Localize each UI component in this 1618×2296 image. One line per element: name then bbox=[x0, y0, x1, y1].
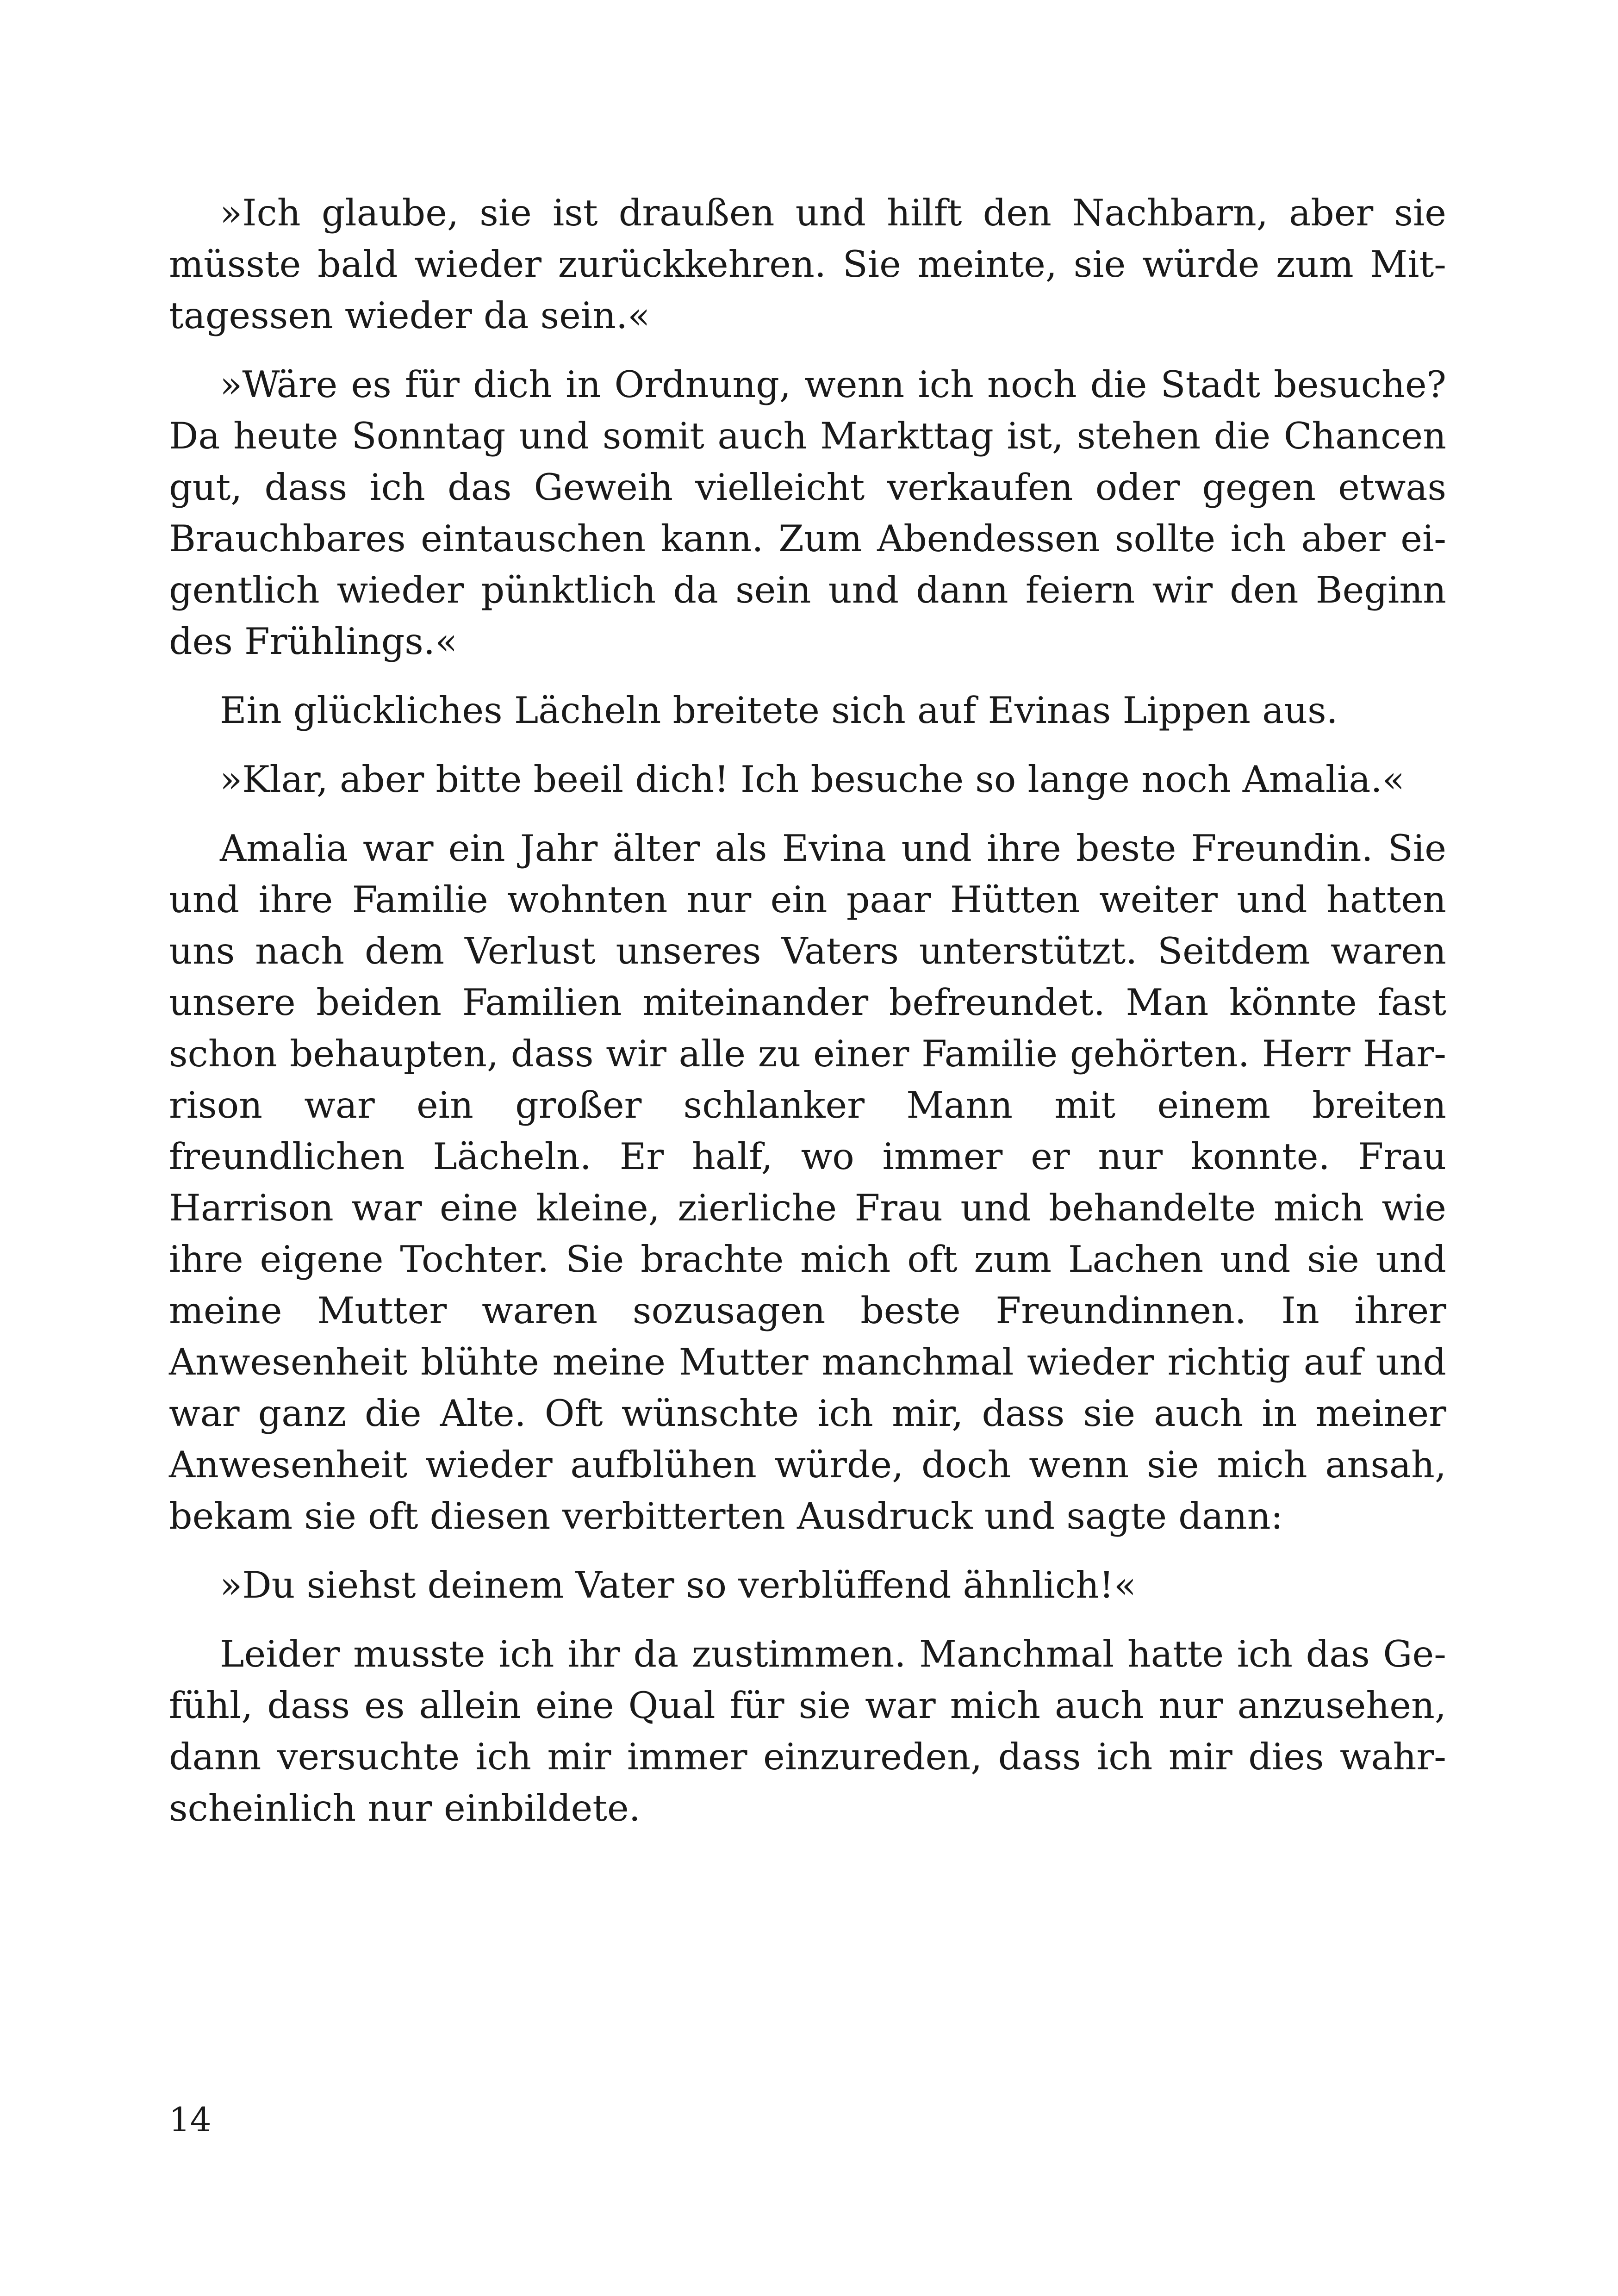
page-number: 14 bbox=[169, 2100, 212, 2139]
paragraph-6: »Du siehst deinem Vater so verblüffend ähnlich!« bbox=[220, 1564, 1137, 1606]
body-text bbox=[169, 187, 1446, 1852]
paragraph-5: Amalia war ein Jahr älter als Evina und ihre beste Freundin. Sie und ihre Familie wohnten nur ein paar Hütten weiter und hatten uns nach dem Verlust unseres Vaters unterstützt. Seitdem waren unsere beiden Familien miteinander befreundet. Man könnte fast schon behaupten, dass wir alle zu einer Familie gehörten. Herr Harrison war ein großer schlanker Mann mit einem breiten freundlichen Lächeln. Er half, wo immer er nur konnte. Frau Harrison war eine kleine, zierliche Frau und behandelte mich wie ihre eigene Tochter. Sie brachte mich oft zum Lachen und sie und meine Mutter waren sozusagen beste Freundinnen. In ihrer Anwesenheit blühte meine Mutter manchmal wieder richtig auf und war ganz die Alte. Oft wünschte ich mir, dass sie auch in meiner Anwesenheit wieder aufblühen würde, doch wenn sie mich ansah, bekam sie oft diesen verbitterten Ausdruck und sagte dann: bbox=[169, 827, 1446, 1537]
paragraph-3: Ein glückliches Lächeln breitete sich auf Evinas Lippen aus. bbox=[220, 689, 1338, 732]
paragraph-1: »Ich glaube, sie ist draußen und hilft den Nachbarn, aber sie müsste bald wieder zurückkehren. Sie meinte, sie würde zum Mittagessen wieder da sein.« bbox=[169, 192, 1446, 337]
paragraph-4: »Klar, aber bitte beeil dich! Ich besuche so lange noch Amalia.« bbox=[220, 758, 1405, 801]
paragraph-2: »Wäre es für dich in Ordnung, wenn ich noch die Stadt besuche? Da heute Sonntag und somit auch Markttag ist, stehen die Chancen gut, dass ich das Geweih vielleicht verkaufen oder gegen etwas Brauchbares eintauschen kann. Zum Abendessen sollte ich aber eigentlich wieder pünktlich da sein und dann feiern wir den Beginn des Frühlings.« bbox=[169, 363, 1446, 663]
paragraph-7: Leider musste ich ihr da zustimmen. Manchmal hatte ich das Gefühl, dass es allein eine Qual für sie war mich auch nur anzusehen, dann versuchte ich mir immer einzureden, dass ich mir dies wahrscheinlich nur einbildete. bbox=[169, 1633, 1446, 1829]
